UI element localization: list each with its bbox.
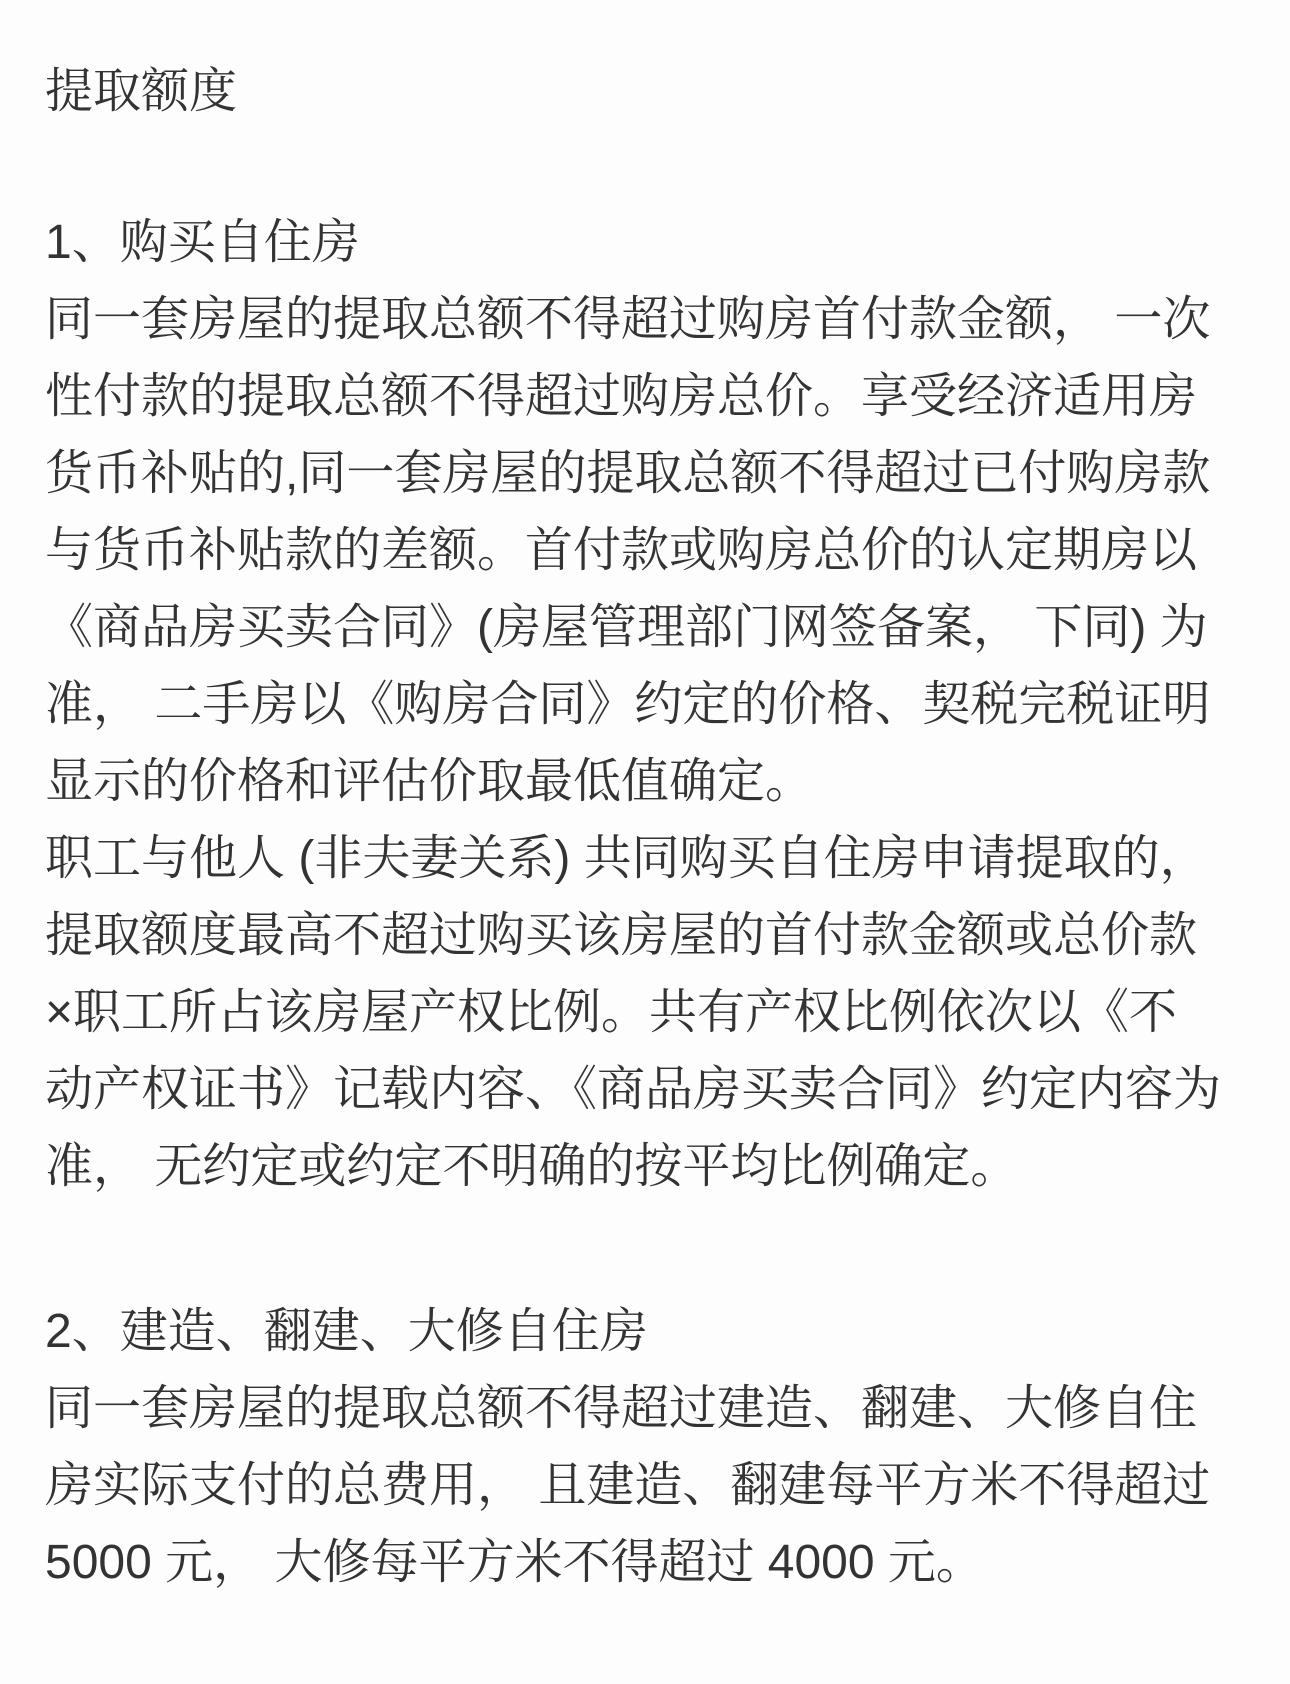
text-line: 显示的价格和评估价取最低值确定。 — [45, 755, 814, 808]
text-line: 房实际支付的总费用， 且建造、翻建每平方米不得超过 — [45, 1459, 1211, 1512]
text-line: 同一套房屋的提取总额不得超过建造、翻建、大修自住 — [45, 1382, 1198, 1435]
text-line: 《商品房买卖合同》(房屋管理部门网签备案， 下同) 为 — [45, 601, 1208, 654]
section-1 — [45, 204, 1248, 1205]
article-body — [45, 204, 1248, 1601]
text-line: 性付款的提取总额不得超过购房总价。享受经济适用房 — [45, 370, 1198, 423]
text-line: 同一套房屋的提取总额不得超过购房首付款金额， 一次 — [45, 293, 1211, 346]
text-line: 职工与他人 (非夫妻关系) 共同购买自住房申请提取的， — [45, 832, 1208, 885]
text-line: ×职工所占该房屋产权比例。共有产权比例依次以《不 — [45, 986, 1178, 1039]
text-line: 与货币补贴款的差额。首付款或购房总价的认定期房以 — [45, 524, 1198, 577]
section-2 — [45, 1293, 1248, 1601]
text-line: 5000 元， 大修每平方米不得超过 4000 元。 — [45, 1536, 984, 1589]
section-heading: 1、购买自住房 — [45, 216, 360, 269]
text-line: 准， 二手房以《购房合同》约定的价格、契税完税证明 — [45, 678, 1211, 731]
text-line: 动产权证书》记载内容、《商品房买卖合同》约定内容为 — [45, 1063, 1222, 1116]
text-line: 提取额度最高不超过购买该房屋的首付款金额或总价款 — [45, 909, 1198, 962]
text-line: 货币补贴的,同一套房屋的提取总额不得超过已付购房款 — [45, 447, 1211, 500]
section-heading: 2、建造、翻建、大修自住房 — [45, 1305, 648, 1358]
page-title: 提取额度 — [45, 65, 238, 118]
text-line: 准， 无约定或约定不明确的按平均比例确定。 — [45, 1140, 1019, 1193]
